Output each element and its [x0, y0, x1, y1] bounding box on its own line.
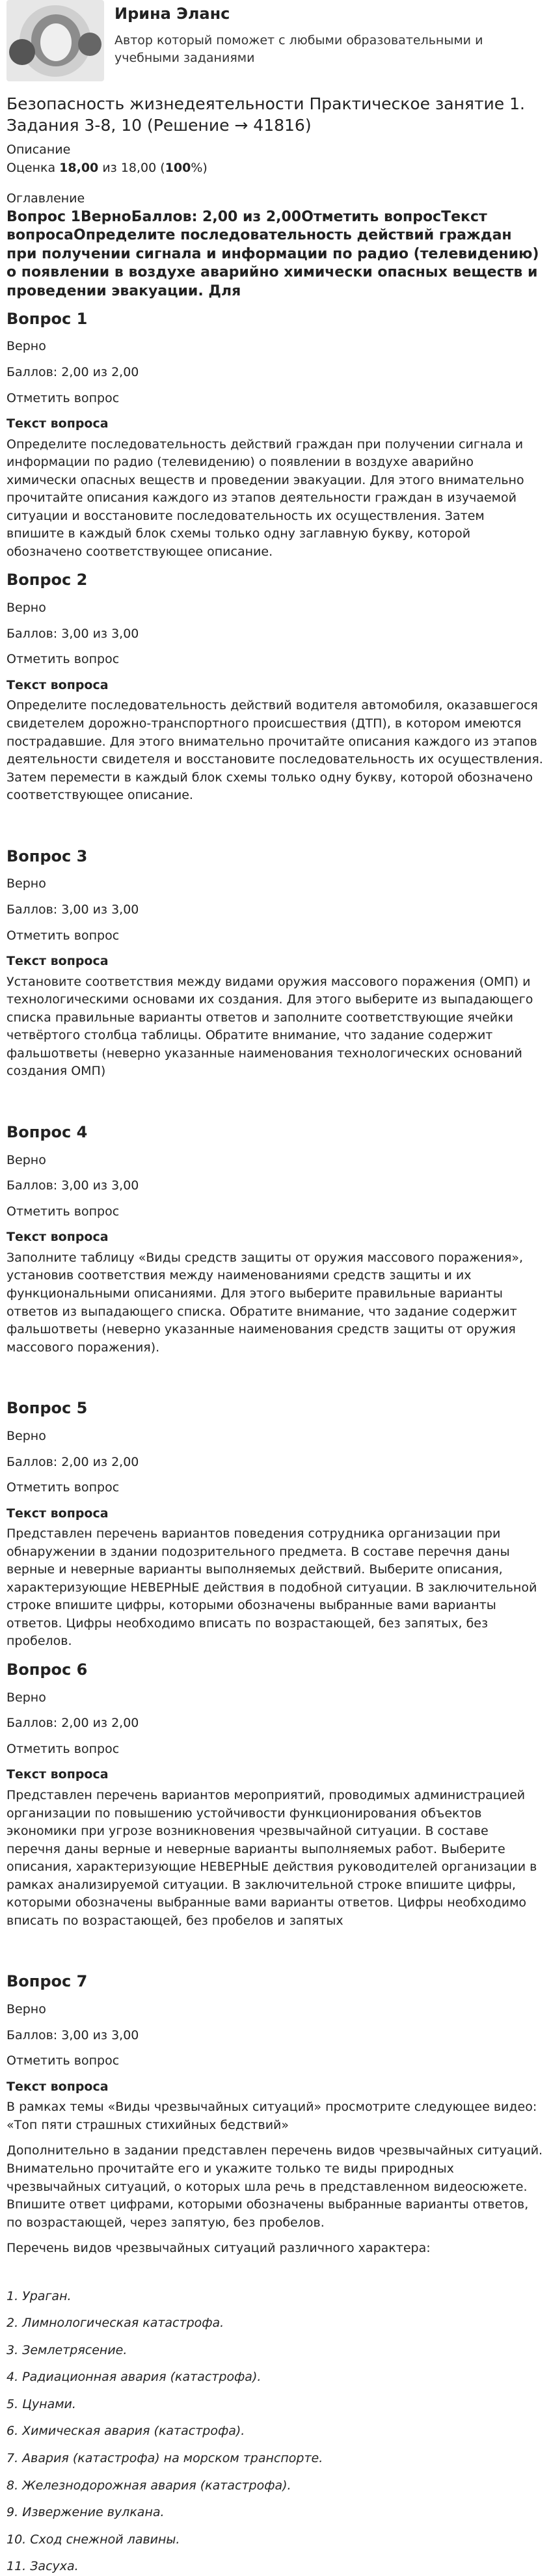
flag-question-link[interactable]: Отметить вопрос	[7, 1204, 120, 1219]
question-heading: Вопрос 6	[7, 1661, 88, 1679]
question-text	[7, 697, 544, 804]
author-header	[7, 0, 544, 91]
flag-question-link[interactable]: Отметить вопрос	[7, 1480, 120, 1495]
question-score: Баллов: 2,00 из 2,00	[7, 1454, 139, 1469]
question-text-label: Текст вопроса	[7, 1230, 109, 1245]
question-score: Баллов: 3,00 из 3,00	[7, 626, 139, 641]
flag-question-link[interactable]: Отметить вопрос	[7, 1741, 120, 1756]
question-7	[7, 1970, 544, 2575]
question-heading: Вопрос 4	[7, 1122, 88, 1141]
question-1	[7, 308, 544, 562]
question-paragraph: В рамках темы «Виды чрезвычайных ситуаций» просмотрите следующее видео: «Топ пяти страшных стихийных бедствий»	[7, 2100, 537, 2132]
author-description: Автор который поможет с любыми образовательными и учебными заданиями	[114, 33, 483, 66]
question-heading: Вопрос 3	[7, 847, 88, 865]
list-item: 10. Сход снежной лавины.	[7, 2532, 180, 2547]
question-paragraph: Определите последовательность действий водителя автомобиля, оказавшегося свидетелем дорожно-транспортного происшествия (ДТП), в котором имеются пострадавшие. Для этого внимательно прочитайте описания каждого из этапов деятельности свидетеля и восстановите последовательность их осуществления. Затем перемести в каждый блок схемы только одну букву, которой обозначено соответствующее описание.	[7, 698, 543, 803]
flag-question-link[interactable]: Отметить вопрос	[7, 928, 120, 943]
list-item: 2. Лимнологическая катастрофа.	[7, 2316, 224, 2331]
flag-question-link[interactable]: Отметить вопрос	[7, 2054, 120, 2068]
question-score: Баллов: 2,00 из 2,00	[7, 1716, 139, 1731]
question-status: Верно	[7, 1690, 46, 1705]
score-suffix: %)	[191, 160, 208, 175]
spacer	[7, 1089, 544, 1115]
avatar[interactable]	[7, 0, 104, 81]
score-percent: 100	[165, 160, 191, 175]
question-paragraph: Заполните таблицу «Виды средств защиты от оружия массового поражения», установив соответствия между наименованиями средств защиты и их функциональными описаниями. Для этого выберите правильные варианты ответов из выпадающего списка. Обратите внимание, что задание содержит фальшответы (неверно указанные наименования средств защиты от оружия массового поражения).	[7, 1250, 524, 1355]
question-text-label: Текст вопроса	[7, 954, 109, 969]
question-score: Баллов: 3,00 из 3,00	[7, 1178, 139, 1193]
question-2	[7, 569, 544, 838]
description-label: Описание	[7, 142, 71, 157]
flag-question-link[interactable]: Отметить вопрос	[7, 390, 120, 405]
question-text	[7, 436, 544, 562]
list-item: 4. Радиационная авария (катастрофа).	[7, 2370, 262, 2385]
list-item: 3. Землетрясение.	[7, 2342, 128, 2357]
question-text	[7, 973, 544, 1081]
emergency-types-list	[7, 2288, 544, 2576]
spacer	[7, 1364, 544, 1390]
list-item: 11. Засуха.	[7, 2559, 79, 2574]
question-text-label: Текст вопроса	[7, 2079, 109, 2094]
question-status: Верно	[7, 1152, 46, 1167]
score-summary	[7, 159, 544, 178]
question-status: Верно	[7, 1429, 46, 1444]
question-text-label: Текст вопроса	[7, 1506, 109, 1521]
list-item: 7. Авария (катастрофа) на морском транспорте.	[7, 2451, 323, 2466]
question-text-label: Текст вопроса	[7, 1767, 109, 1782]
question-paragraph: Представлен перечень вариантов мероприятий, проводимых администрацией организации по повышению устойчивости функционирования объектов экономики при угрозе возникновения чрезвычайной ситуации. В составе перечня даны верные и неверные варианты выполняемых работ. Выберите описания, характеризующие НЕВЕРНЫЕ действия руководителей организации в рамках анализируемой ситуации. В заключительной строке впишите цифры, которыми обозначены выбранные вами варианты ответов. Цифры необходимо вписать по возрастающей, без пробелов и запятых	[7, 1788, 537, 1928]
list-item: 9. Извержение вулкана.	[7, 2505, 165, 2520]
list-item: 6. Химическая авария (катастрофа).	[7, 2424, 245, 2439]
score-middle: из 18,00 (	[102, 160, 165, 175]
question-text	[7, 1249, 544, 1357]
question-score: Баллов: 2,00 из 2,00	[7, 364, 139, 379]
flag-question-link[interactable]: Отметить вопрос	[7, 652, 120, 667]
question-heading: Вопрос 5	[7, 1399, 88, 1418]
document-title: Безопасность жизнедеятельности Практическое занятие 1. Задания 3-8, 10 (Решение → 41816)	[7, 94, 525, 135]
question-text	[7, 1787, 544, 1930]
question-text	[7, 2098, 544, 2257]
list-item: 5. Цунами.	[7, 2396, 76, 2411]
question-paragraph: Определите последовательность действий граждан при получении сигнала и информации по радио (телевидению) о появлении в воздухе аварийно химически опасных веществ и проведении эвакуации. Для этого внимательно прочитайте описания каждого из этапов деятельности граждан в изучаемой ситуации и восстановите последовательность их осуществления. Затем впишите в каждый блок схемы только одну заглавную букву, которой обозначено соответствующее описание.	[7, 437, 524, 559]
question-status: Верно	[7, 2002, 46, 2017]
question-score: Баллов: 3,00 из 3,00	[7, 2027, 139, 2042]
question-4	[7, 1121, 544, 1390]
question-score: Баллов: 3,00 из 3,00	[7, 902, 139, 917]
question-text-label: Текст вопроса	[7, 416, 109, 431]
question-paragraph: Установите соответствия между видами оружия массового поражения (ОМП) и технологическими основами их создания. Для этого выберите из выпадающего списка правильные варианты ответов и заполните соответствующие ячейки четвёртого столбца таблицы. Обратите внимание, что задание содержит фальшответы (неверно указанные наименования технологических оснований создания ОМП)	[7, 974, 533, 1079]
question-heading: Вопрос 2	[7, 571, 88, 590]
list-item: 1. Ураган.	[7, 2288, 72, 2303]
question-status: Верно	[7, 601, 46, 616]
question-paragraph: Дополнительно в задании представлен перечень видов чрезвычайных ситуаций. Внимательно прочитайте его и укажите только те виды природных чрезвычайных ситуаций, о которых шла речь в представленном видеосюжете. Впишите ответ цифрами, которыми обозначены выбранные варианты ответов, по возрастающей, через запятую, без пробелов.	[7, 2143, 543, 2230]
question-status: Верно	[7, 876, 46, 891]
list-item: 8. Железнодорожная авария (катастрофа).	[7, 2478, 291, 2493]
score-prefix: Оценка	[7, 160, 56, 175]
question-paragraph: Перечень видов чрезвычайных ситуаций различного характера:	[7, 2241, 431, 2256]
toc-text: Вопрос 1ВерноБаллов: 2,00 из 2,00Отметить вопросТекст вопросаОпределите последовательность действий граждан при получении сигнала и информации по радио (телевидению) о появлении в воздухе аварийно химически опасных веществ и проведении эвакуации. Для	[7, 208, 539, 300]
author-name[interactable]: Ирина Эланс	[114, 5, 230, 23]
score-value: 18,00	[59, 160, 99, 175]
question-6	[7, 1659, 544, 1964]
spacer	[7, 813, 544, 839]
question-status: Верно	[7, 339, 46, 354]
spacer	[7, 2266, 544, 2288]
question-text	[7, 1525, 544, 1651]
toc-label: Оглавление	[7, 191, 85, 206]
question-paragraph: Представлен перечень вариантов поведения сотрудника организации при обнаружении в здании подозрительного предмета. В составе перечня даны верные и неверные варианты выполняемых действий. Выберите описания, характеризующие НЕВЕРНЫЕ действия в подобной ситуации. В заключительной строке впишите цифры, которыми обозначены выбранные вами варианты ответов. Цифры необходимо вписать по возрастающей, без запятых, без пробелов.	[7, 1526, 537, 1649]
question-3	[7, 845, 544, 1115]
question-text-label: Текст вопроса	[7, 677, 109, 692]
question-heading: Вопрос 7	[7, 1972, 88, 1991]
question-5	[7, 1397, 544, 1651]
question-heading: Вопрос 1	[7, 309, 88, 328]
spacer	[7, 1938, 544, 1964]
